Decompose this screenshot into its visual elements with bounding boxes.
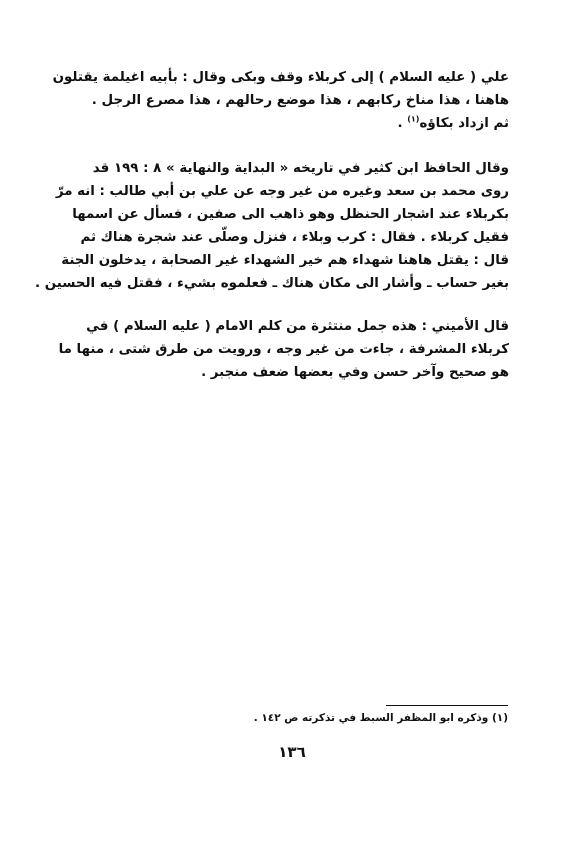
paragraph-1-line-3-text: ثم ازداد بكاؤه <box>419 116 509 131</box>
paragraph-1-line-2: هاهنا ، هذا مناخ ركابهم ، هذا موضع رحالهم ، هذا مصرع الرجل . <box>91 93 509 108</box>
paragraph-2-line-5: قال : يقتل هاهنا شهداء هم خير الشهداء غير الصحابة ، يدخلون الجنة <box>61 253 509 268</box>
paragraph-2-line-2: روى محمد بن سعد وغيره من غير وجه عن علي بن أبي طالب : انه مرّ <box>55 184 509 199</box>
paragraph-3-line-2: كربلاء المشرفة ، جاءت من غير وجه ، ورويت من طرق شتى ، منها ما <box>58 342 509 357</box>
paragraph-3-line-3: هو صحيح وآخر حسن وفي بعضها ضعف منجبر . <box>201 365 509 380</box>
paragraph-2-line-4: فقيل كربلاء . فقال : كرب وبلاء ، فنزل وصلّى عند شجرة هناك ثم <box>80 230 509 245</box>
paragraph-3-line-1: قال الأميني : هذه جمل منتثرة من كلم الامام ( عليه السلام ) في <box>86 319 509 334</box>
paragraph-1 <box>52 66 509 135</box>
paragraph-1-line-3-tail: . <box>397 116 408 131</box>
paragraph-2-line-1: وقال الحافظ ابن كثير في تاريخه « البداية والنهاية » ٨ : ١٩٩ قد <box>92 161 509 176</box>
paragraph-3 <box>58 315 509 384</box>
footnote-divider <box>386 705 508 706</box>
page-number: ١٣٦ <box>278 743 306 761</box>
footnote-text: (١) وذكره ابو المظفر السبط في تذكرته ص ١٤٢ . <box>253 712 508 724</box>
paragraph-2 <box>34 157 509 295</box>
footnote-marker[interactable]: (١) <box>407 114 420 124</box>
paragraph-2-line-6: بغير حساب ـ وأشار الى مكان هناك ـ فعلموه بشيء ، فقتل فيه الحسين . <box>34 276 509 291</box>
paragraph-2-line-3: بكربلاء عند اشجار الحنظل وهو ذاهب الى صفين ، فسأل عن اسمها <box>72 207 509 222</box>
paragraph-1-line-1: علي ( عليه السلام ) إلى كربلاء وقف وبكى وقال : بأبيه اغيلمة يقتلون <box>52 70 509 85</box>
paragraph-1-line-3 <box>84 112 509 135</box>
